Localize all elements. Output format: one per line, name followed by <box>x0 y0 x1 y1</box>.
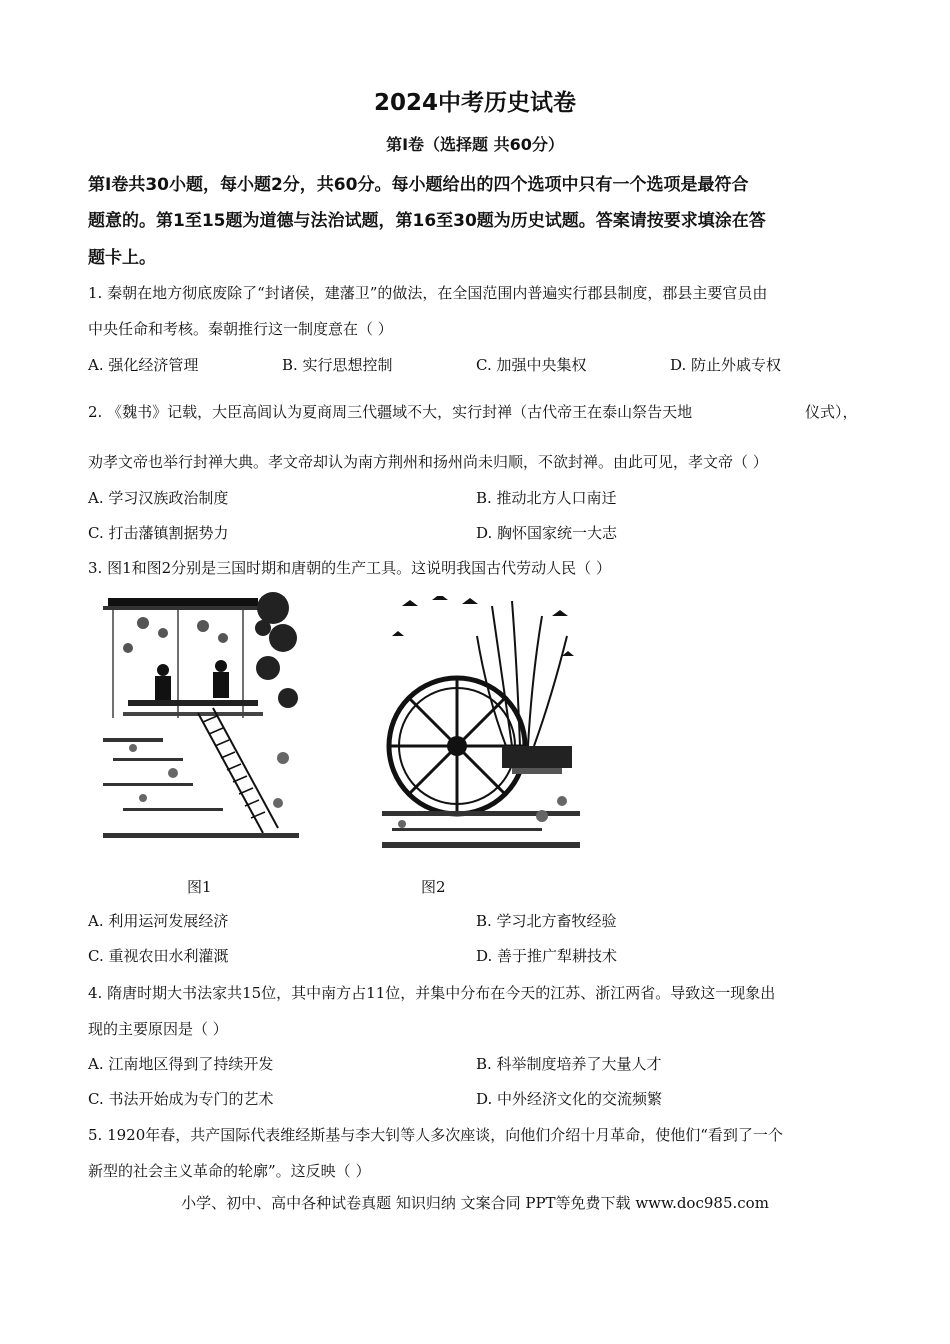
q4-option-a: A. 江南地区得到了持续开发 <box>88 1055 274 1073</box>
q3-option-b: B. 学习北方畜牧经验 <box>476 912 617 930</box>
question-4-text: 现的主要原因是（ ） <box>88 1020 228 1038</box>
figure-1-caption: 图1 <box>187 878 212 896</box>
question-2-text: 劝孝文帝也举行封禅大典。孝文帝却认为南方荆州和扬州尚未归顺，不欲封禅。由此可见，孝文帝（ ） <box>88 453 768 471</box>
q1-option-b: B. 实行思想控制 <box>282 356 393 374</box>
instruction-line: 第Ⅰ卷共30小题，每小题2分，共60分。每小题给出的四个选项中只有一个选项是最符合 <box>88 175 749 195</box>
section-subtitle: 第Ⅰ卷（选择题 共60分） <box>386 135 564 154</box>
figure-1-chain-pump-image <box>103 588 299 850</box>
q1-option-d: D. 防止外戚专权 <box>670 356 782 374</box>
question-4-text: 4. 隋唐时期大书法家共15位，其中南方占11位，并集中分布在今天的江苏、浙江两省。导致这一现象出 <box>88 984 776 1002</box>
q1-option-c: C. 加强中央集权 <box>476 356 587 374</box>
q2-option-b: B. 推动北方人口南迁 <box>476 489 617 507</box>
instruction-line: 题意的。第1至15题为道德与法治试题，第16至30题为历史试题。答案请按要求填涂在答 <box>88 211 766 231</box>
page-footer: 小学、初中、高中各种试卷真题 知识归纳 文案合同 PPT等免费下载 www.doc985.com <box>181 1194 769 1212</box>
q4-option-b: B. 科举制度培养了大量人才 <box>476 1055 662 1073</box>
q1-option-a: A. 强化经济管理 <box>88 356 199 374</box>
q4-option-c: C. 书法开始成为专门的艺术 <box>88 1090 274 1108</box>
q3-option-d: D. 善于推广犁耕技术 <box>476 947 618 965</box>
instruction-line: 题卡上。 <box>88 248 156 268</box>
question-2-text: 仪式）， <box>805 403 858 421</box>
question-3-text: 3. 图1和图2分别是三国时期和唐朝的生产工具。这说明我国古代劳动人民（ ） <box>88 559 611 577</box>
question-5-text: 新型的社会主义革命的轮廓”。这反映（ ） <box>88 1162 371 1180</box>
q3-option-c: C. 重视农田水利灌溉 <box>88 947 229 965</box>
q2-option-c: C. 打击藩镇割据势力 <box>88 524 229 542</box>
q3-option-a: A. 利用运河发展经济 <box>88 912 229 930</box>
question-1-text: 1. 秦朝在地方彻底废除了“封诸侯，建藩卫”的做法，在全国范围内普遍实行郡县制度，郡县主要官员由 <box>88 284 768 302</box>
q4-option-d: D. 中外经济文化的交流频繁 <box>476 1090 663 1108</box>
figure-2-water-wheel-image <box>382 596 580 850</box>
question-5-text: 5. 1920年春，共产国际代表维经斯基与李大钊等人多次座谈，向他们介绍十月革命，使他们“看到了一个 <box>88 1126 783 1144</box>
q2-option-d: D. 胸怀国家统一大志 <box>476 524 618 542</box>
q2-option-a: A. 学习汉族政治制度 <box>88 489 229 507</box>
question-1-text: 中央任命和考核。秦朝推行这一制度意在（ ） <box>88 320 393 338</box>
question-2-text: 2. 《魏书》记载，大臣高闾认为夏商周三代疆域不大，实行封禅（古代帝王在泰山祭告天地 <box>88 403 693 421</box>
figure-2-caption: 图2 <box>421 878 446 896</box>
exam-title: 2024中考历史试卷 <box>373 90 576 116</box>
